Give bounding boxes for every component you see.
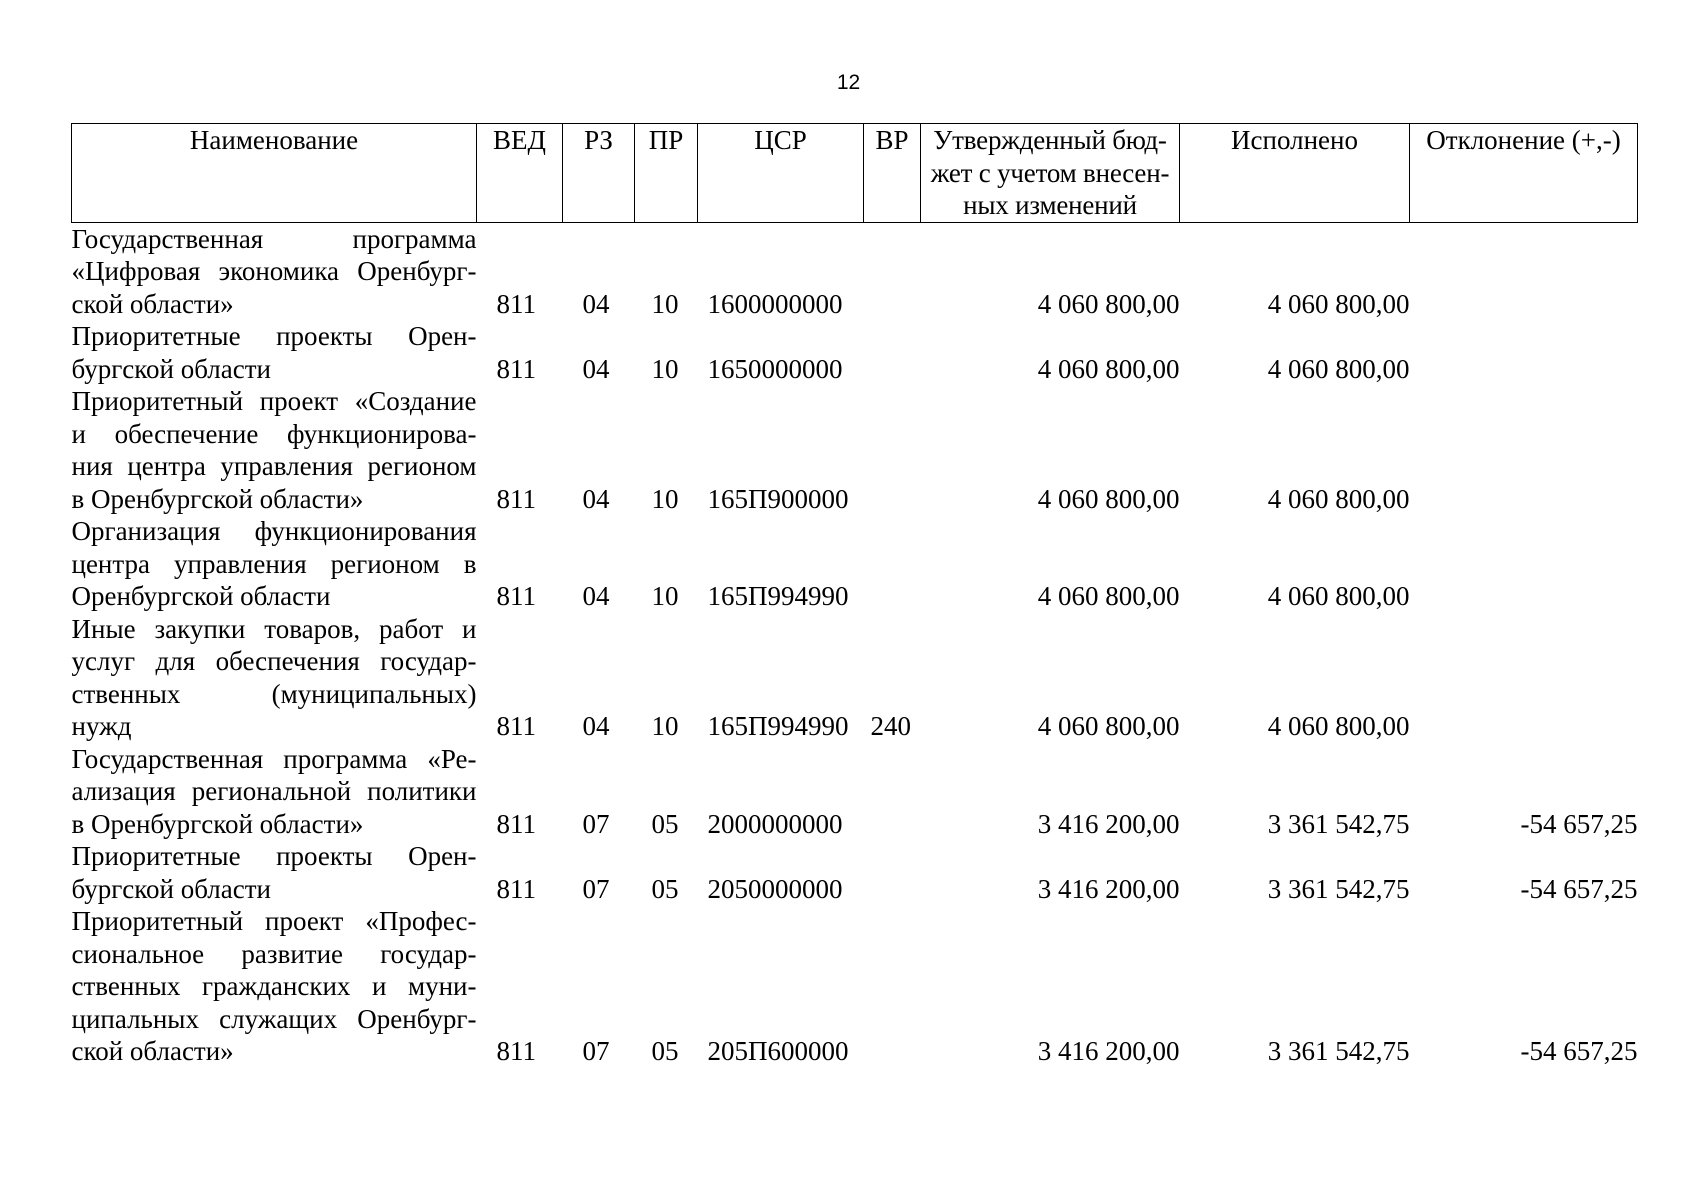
table-row — [72, 515, 1638, 613]
table-row — [72, 613, 1638, 743]
row-csr: 1650000000 — [707, 353, 843, 384]
row-deviation — [1410, 385, 1638, 515]
header-approved-line: Утвержденный бюд- — [933, 125, 1167, 155]
row-name-line: Приоритетный проект «Создание — [71, 386, 477, 416]
row-rz: 04 — [582, 711, 610, 741]
row-pr: 05 — [651, 873, 679, 904]
row-approved: 3 416 200,00 — [1037, 1036, 1180, 1066]
row-pr: 10 — [651, 353, 679, 384]
row-deviation — [1410, 613, 1638, 743]
table-row — [72, 905, 1638, 1068]
row-name-line: ственных (муниципальных) — [71, 678, 477, 709]
row-rz: 07 — [582, 873, 610, 904]
row-name-line: Приоритетные проекты Орен- — [71, 841, 477, 871]
header-pr: ПР — [635, 124, 698, 223]
row-csr: 205П600000 — [707, 1036, 849, 1066]
row-name — [72, 222, 477, 320]
row-deviation: -54 657,25 — [1520, 1036, 1638, 1066]
row-name-line: в Оренбургской области» — [71, 808, 364, 839]
row-pr: 10 — [651, 581, 679, 611]
table-row — [72, 385, 1638, 515]
header-ved: ВЕД — [477, 124, 563, 223]
row-executed: 3 361 542,75 — [1267, 1036, 1410, 1066]
table-row — [72, 320, 1638, 385]
row-csr: 2050000000 — [707, 873, 843, 904]
table-row — [72, 222, 1638, 320]
row-name-line: сиональное развитие государ- — [71, 938, 477, 969]
row-csr: 165П994990 — [707, 581, 849, 611]
row-vr — [864, 320, 921, 385]
row-deviation: -54 657,25 — [1520, 873, 1638, 904]
row-name-line: Организация функционирования — [71, 516, 477, 546]
header-approved-line: жет с учетом внесен- — [930, 157, 1170, 188]
row-pr: 10 — [651, 711, 679, 741]
row-name-line: и обеспечение функционирова- — [71, 418, 477, 449]
row-pr: 10 — [651, 288, 679, 319]
row-name-line: ципальных служащих Оренбург- — [71, 1003, 477, 1034]
row-csr: 1600000000 — [707, 288, 843, 319]
row-name-line: Оренбургской области — [71, 581, 331, 611]
row-name — [72, 743, 477, 841]
row-executed: 4 060 800,00 — [1267, 353, 1410, 384]
row-ved: 811 — [496, 808, 536, 839]
header-name: Наименование — [72, 124, 477, 223]
row-vr — [864, 385, 921, 515]
row-ved: 811 — [496, 581, 536, 611]
row-csr: 2000000000 — [707, 808, 843, 839]
row-rz: 07 — [582, 808, 610, 839]
header-row — [72, 124, 1638, 223]
row-name — [72, 840, 477, 905]
row-ved: 811 — [496, 288, 536, 319]
row-approved: 4 060 800,00 — [1037, 711, 1180, 741]
row-ved: 811 — [496, 1036, 536, 1066]
table-header — [72, 124, 1638, 223]
page-number: 12 — [836, 71, 861, 94]
header-approved-budget — [921, 124, 1180, 223]
row-approved: 4 060 800,00 — [1037, 353, 1180, 384]
row-name — [72, 320, 477, 385]
row-name-line: ализация региональной политики — [71, 776, 477, 806]
row-executed: 3 361 542,75 — [1267, 873, 1410, 904]
row-name-line: центра управления регионом в — [71, 548, 477, 579]
row-vr — [864, 222, 921, 320]
table-row — [72, 840, 1638, 905]
row-name-line: бургской области — [71, 873, 271, 904]
row-rz: 04 — [582, 288, 610, 319]
row-rz: 04 — [582, 581, 610, 611]
row-executed: 4 060 800,00 — [1267, 288, 1410, 319]
row-rz: 04 — [582, 353, 610, 384]
row-name-line: Приоритетные проекты Орен- — [71, 321, 477, 351]
row-executed: 4 060 800,00 — [1267, 581, 1410, 611]
header-vr: ВР — [864, 124, 921, 223]
row-approved: 4 060 800,00 — [1037, 581, 1180, 611]
row-approved: 4 060 800,00 — [1037, 288, 1180, 319]
row-name-line: ской области» — [71, 1036, 234, 1066]
row-pr: 05 — [651, 1036, 679, 1066]
row-pr: 05 — [651, 808, 679, 839]
budget-execution-table — [71, 123, 1638, 1068]
row-name-line: нужд — [71, 711, 132, 741]
header-rz: РЗ — [563, 124, 635, 223]
row-approved: 3 416 200,00 — [1037, 873, 1180, 904]
row-deviation — [1410, 222, 1638, 320]
row-approved: 3 416 200,00 — [1037, 808, 1180, 839]
row-name-line: Иные закупки товаров, работ и — [71, 613, 477, 644]
row-vr — [864, 515, 921, 613]
table-body — [72, 222, 1638, 1068]
row-ved: 811 — [496, 353, 536, 384]
row-vr — [864, 840, 921, 905]
row-name-line: Приоритетный проект «Профес- — [71, 906, 477, 936]
row-executed: 4 060 800,00 — [1267, 483, 1410, 514]
row-executed: 4 060 800,00 — [1267, 711, 1410, 741]
row-deviation: -54 657,25 — [1520, 808, 1638, 839]
row-name — [72, 905, 477, 1068]
row-name-line: ния центра управления регионом — [71, 451, 477, 481]
row-name-line: услуг для обеспечения государ- — [71, 646, 477, 676]
row-ved: 811 — [496, 711, 536, 741]
row-name — [72, 385, 477, 515]
row-rz: 04 — [582, 483, 610, 514]
row-vr: 240 — [870, 711, 911, 741]
row-deviation — [1410, 515, 1638, 613]
row-name-line: бургской области — [71, 353, 271, 384]
row-csr: 165П994990 — [707, 711, 849, 741]
row-vr — [864, 905, 921, 1068]
row-name-line: в Оренбургской области» — [71, 483, 364, 514]
row-name-line: ственных гражданских и муни- — [71, 971, 477, 1001]
header-executed: Исполнено — [1180, 124, 1410, 223]
row-vr — [864, 743, 921, 841]
row-rz: 07 — [582, 1036, 610, 1066]
row-name-line: Государственная программа «Ре- — [71, 743, 477, 774]
row-ved: 811 — [496, 873, 536, 904]
row-pr: 10 — [651, 483, 679, 514]
header-deviation: Отклонение (+,-) — [1410, 124, 1638, 223]
row-name-line: «Цифровая экономика Оренбург- — [71, 256, 477, 286]
row-executed: 3 361 542,75 — [1267, 808, 1410, 839]
row-approved: 4 060 800,00 — [1037, 483, 1180, 514]
header-approved-line: ных изменений — [963, 190, 1137, 220]
header-csr: ЦСР — [698, 124, 864, 223]
row-csr: 165П900000 — [707, 483, 849, 514]
table-row — [72, 743, 1638, 841]
row-name — [72, 515, 477, 613]
row-deviation — [1410, 320, 1638, 385]
row-name-line: ской области» — [71, 288, 234, 319]
row-ved: 811 — [496, 483, 536, 514]
row-name — [72, 613, 477, 743]
row-name-line: Государственная программа — [71, 223, 477, 254]
